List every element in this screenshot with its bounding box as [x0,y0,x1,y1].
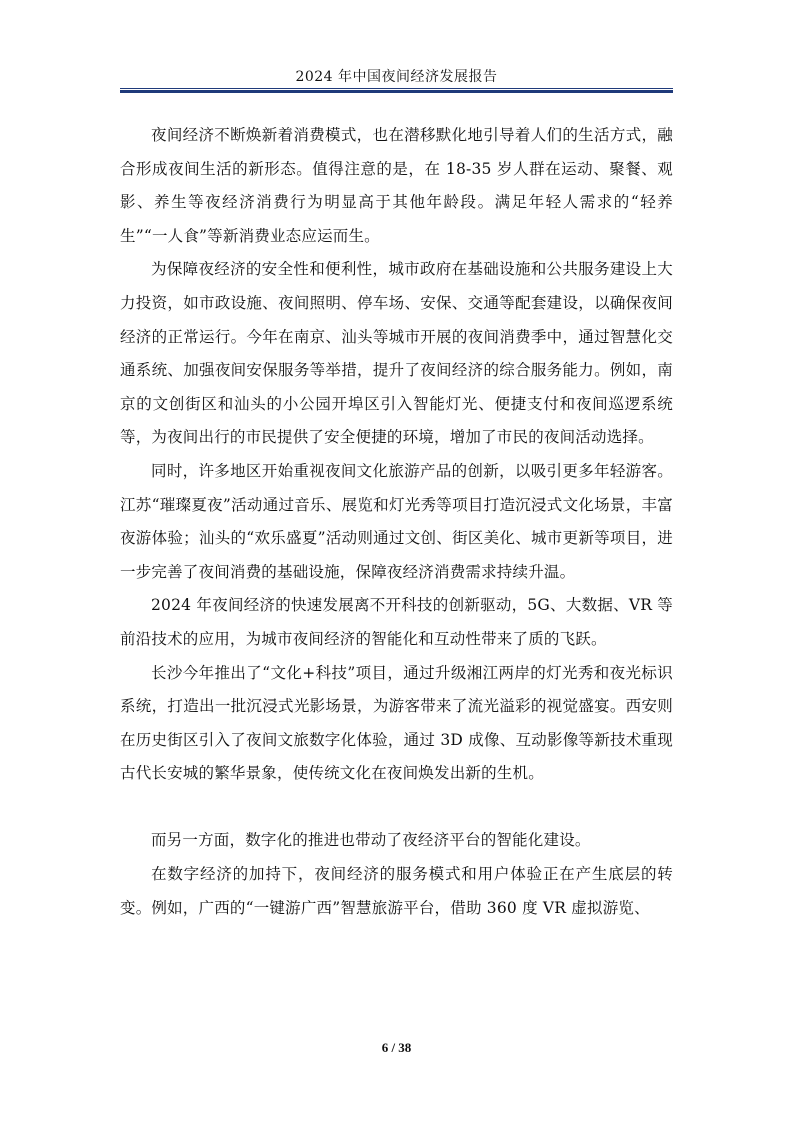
page-number: 6 / 38 [381,1040,412,1055]
paragraph-cultural-tourism: 同时，许多地区开始重视夜间文化旅游产品的创新，以吸引更多年轻游客。江苏“璀璨夏夜”活动通过音乐、展览和灯光秀等项目打造沉浸式文化场景，丰富夜游体验；汕头的“欢乐盛夏”活动则通过文创、街区美化、城市更新等项目，进一步完善了夜间消费的基础设施，保障夜经济消费需求持续升温。 [120,461,673,581]
paragraph-consumption-patterns: 夜间经济不断焕新着消费模式，也在潜移默化地引导着人们的生活方式，融合形成夜间生活的新形态。值得注意的是，在 18-35 岁人群在运动、聚餐、观影、养生等夜经济消费行为明显高于其他年龄段。满足年轻人需求的“轻养生”“一人食”等新消费业态应运而生。 [120,126,673,245]
paragraph-spacer [120,791,673,825]
header-rule-thin [120,88,673,89]
paragraph-city-examples: 长沙今年推出了“文化+科技”项目，通过升级湘江两岸的灯光秀和夜光标识系统，打造出一批沉浸式光影场景，为游客带来了流光溢彩的视觉盛宴。西安则在历史街区引入了夜间文旅数字化体验，通过 3D 成像、互动影像等新技术重现古代长安城的繁华景象，使传统文化在夜间焕发出新的生机。 [120,663,673,783]
page-header-title: 2024 年中国夜间经济发展报告 [295,69,498,85]
paragraph-digital-economy: 在数字经济的加持下，夜间经济的服务模式和用户体验正在产生底层的转变。例如，广西的“一键游广西”智慧旅游平台，借助 360 度 VR 虚拟游览、 [120,865,673,917]
paragraph-safety-infrastructure: 为保障夜经济的安全性和便利性，城市政府在基础设施和公共服务建设上大力投资，如市政设施、夜间照明、停车场、安保、交通等配套建设，以确保夜间经济的正常运行。今年在南京、汕头等城市开展的夜间消费季中，通过智慧化交通系统、加强夜间安保服务等举措，提升了夜间经济的综合服务能力。例如，南京的文创街区和汕头的小公园开埠区引入智能灯光、便捷支付和夜间巡逻系统等，为夜间出行的市民提供了安全便捷的环境，增加了市民的夜间活动选择。 [120,260,673,447]
paragraph-digital-platforms: 而另一方面，数字化的推进也带动了夜经济平台的智能化建设。 [151,831,591,850]
header-rule-thick [120,90,673,93]
paragraph-technology-drive: 2024 年夜间经济的快速发展离不开科技的创新驱动，5G、大数据、VR 等前沿技术的应用，为城市夜间经济的智能化和互动性带来了质的飞跃。 [120,596,673,648]
document-body [120,119,673,925]
